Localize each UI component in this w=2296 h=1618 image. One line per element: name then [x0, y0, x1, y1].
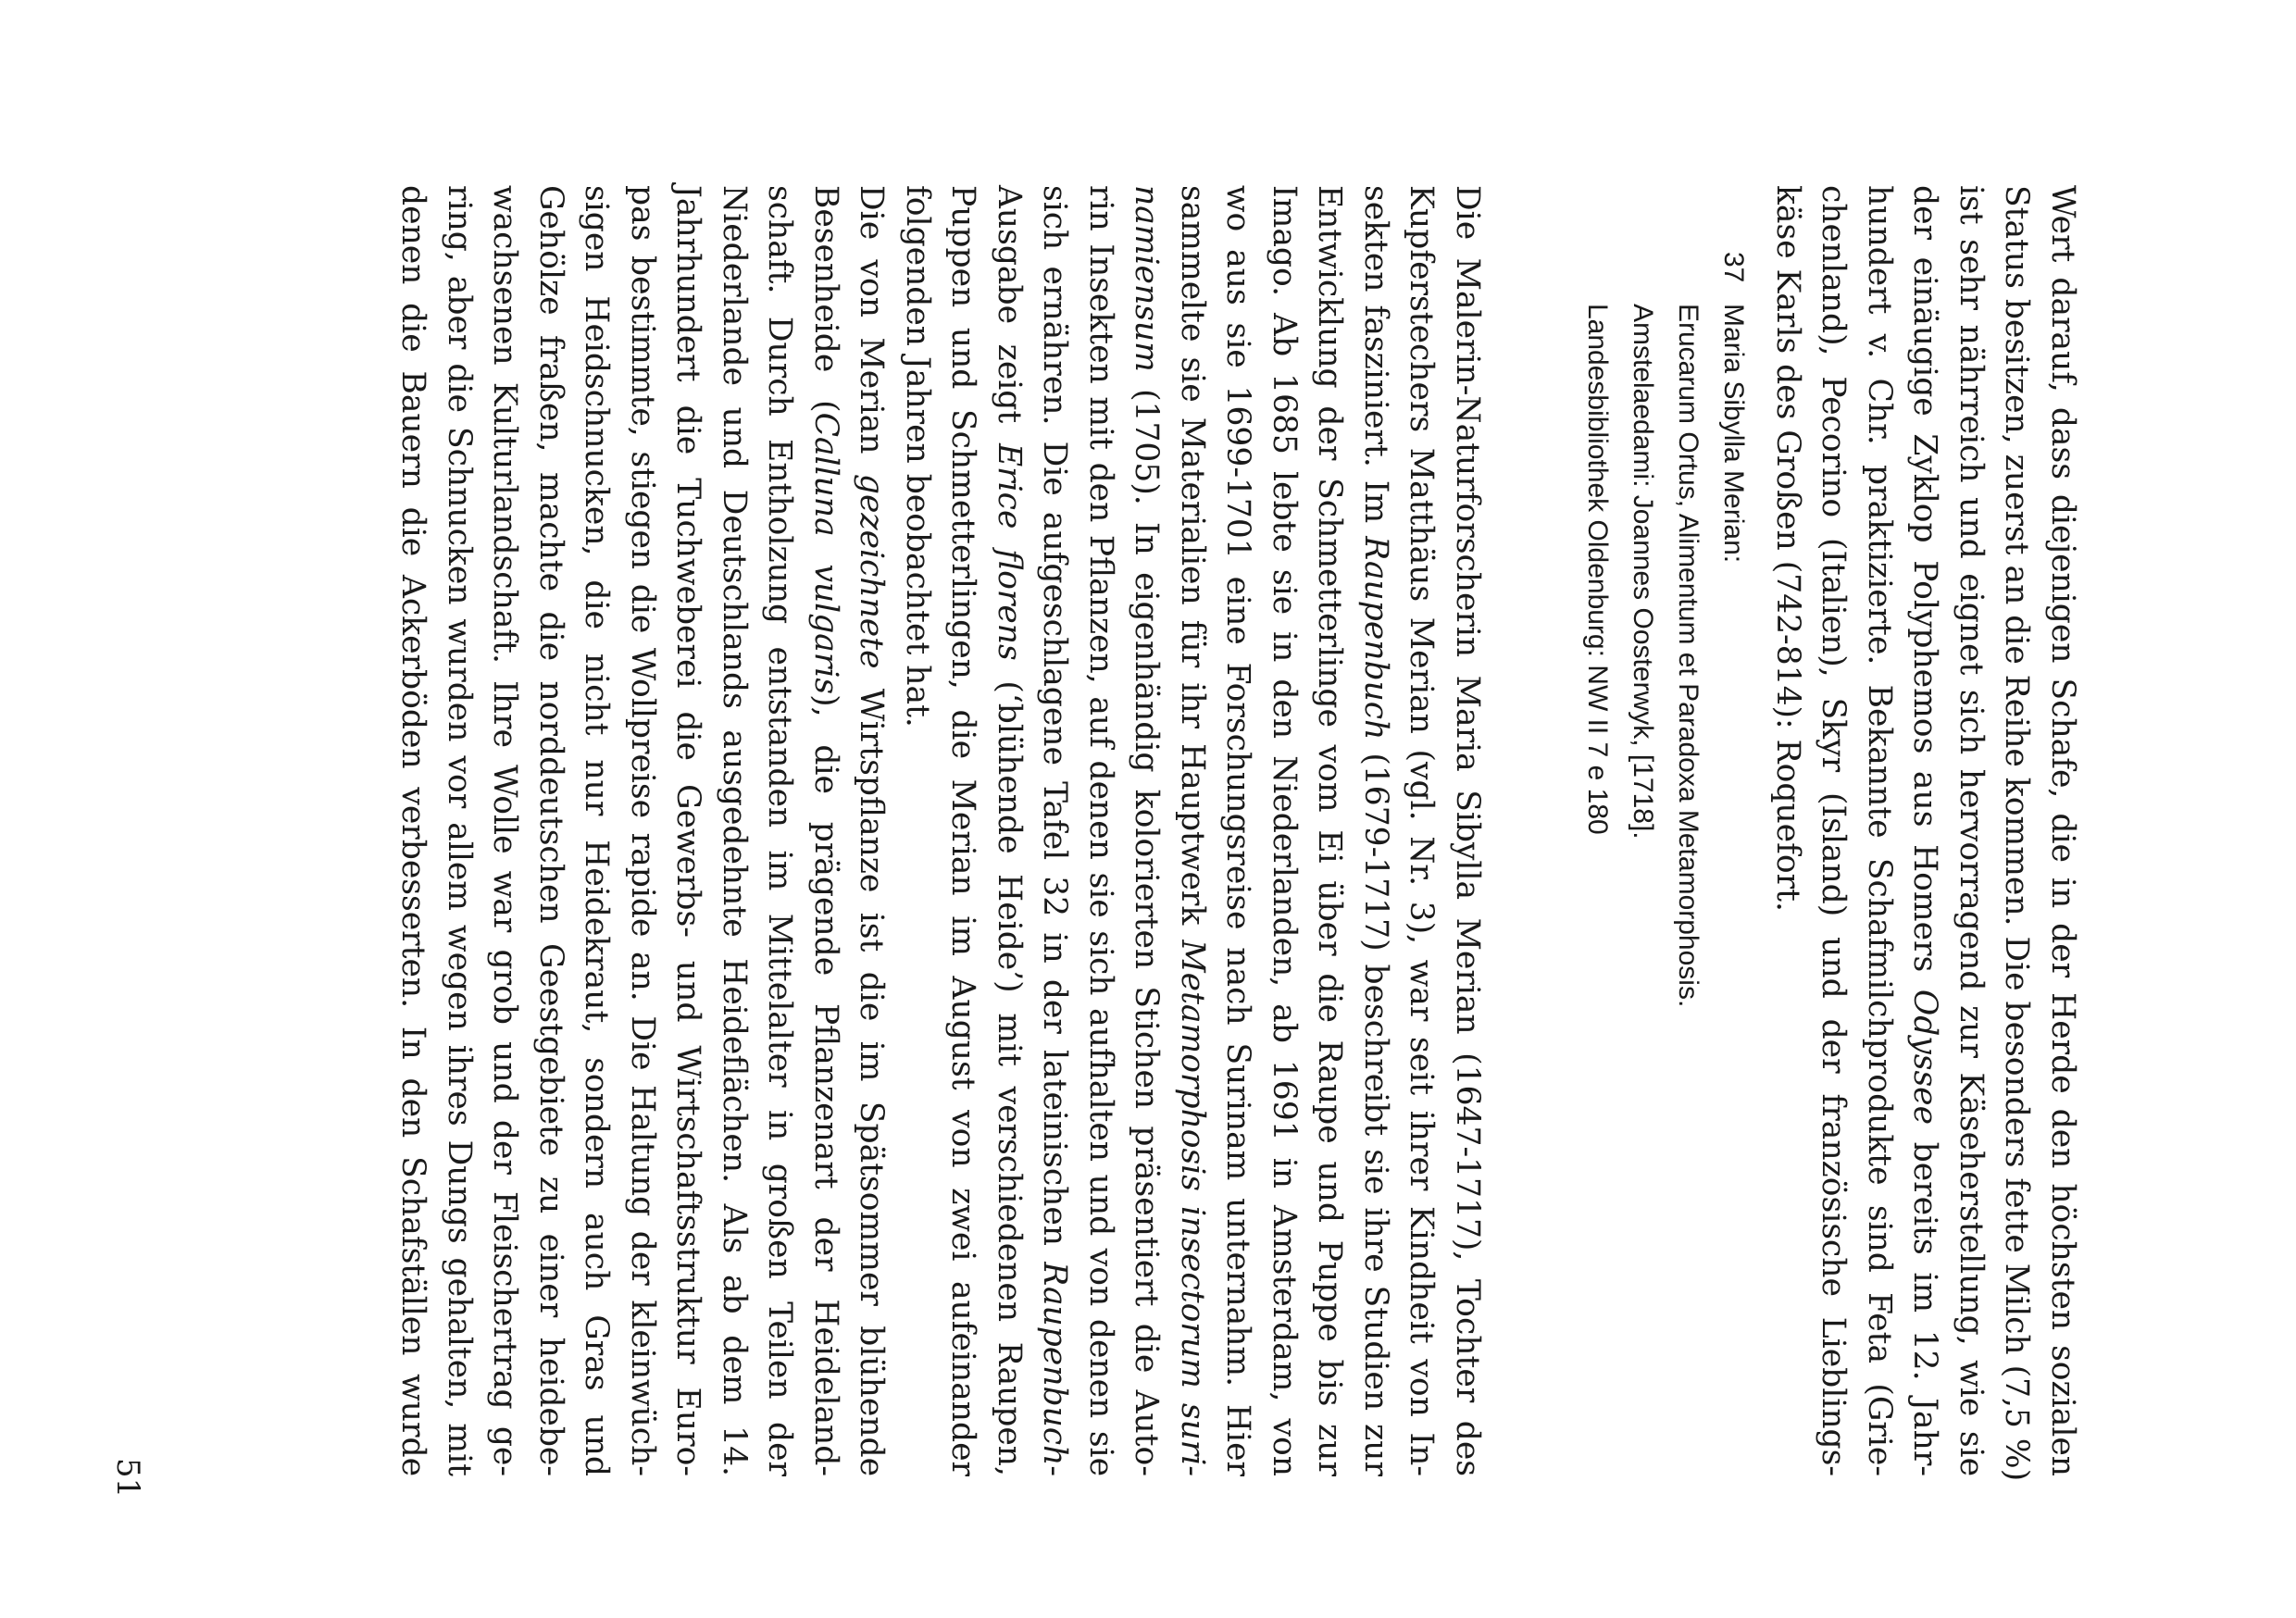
text-line: Kupferstechers Matthäus Merian (vgl. Nr. 3), war seit ihrer Kindheit von In-: [1403, 185, 1441, 1476]
text-line: Niederlande und Deutschlands ausgedehnte Heideflächen. Als ab dem 14.: [716, 185, 753, 1476]
text-line: ring, aber die Schnucken wurden vor allem wegen ihres Dungs gehalten, mit: [441, 185, 478, 1476]
text-line: Jahrhundert die Tuchweberei die Gewerbs- und Wirtschaftsstruktur Euro-: [669, 185, 707, 1476]
text-line: Imago. Ab 1685 lebte sie in den Niederlanden, ab 1691 in Amsterdam, von: [1266, 185, 1303, 1476]
text-line: Besenheide (Calluna vulgaris), die prägende Pflanzenart der Heideland-: [807, 185, 844, 1476]
page-number: 51: [109, 1458, 146, 1499]
plant-name-erice-florens: Erice florens: [991, 442, 1028, 661]
caption-number: 37: [1718, 252, 1749, 283]
caption-imprint: Amstelaedami: Joannes Oosterwyk, [1718].: [1628, 304, 1658, 840]
text-line: sekten fasziniert. Im Raupenbuch (1679-1717) beschreibt sie ihre Studien zur: [1357, 185, 1394, 1476]
text-line: namiensum (1705). In eigenhändig kolorierten Stichen präsentiert die Auto-: [1128, 185, 1166, 1476]
caption-author-line: 37Maria Sibylla Merian:: [1711, 252, 1756, 1363]
caption-holding: Landesbibliothek Oldenburg: NW II 7 e 180: [1582, 304, 1613, 835]
figure-caption: [1575, 252, 1756, 1363]
text-line: Die von Merian gezeichnete Wirtspflanze ist die im Spätsommer blühende: [853, 185, 891, 1476]
text-line: sich ernähren. Die aufgeschlagene Tafel 32 in der lateinischen Raupenbuch-: [1036, 185, 1074, 1476]
text-line: der einäugige Zyklop Polyphemos aus Homers Odyssee bereits im 12. Jahr-: [1906, 185, 1944, 1476]
main-text: [390, 185, 1490, 1476]
intro-paragraph: [1765, 185, 2086, 1482]
text-line: wachsenen Kulturlandschaft. Ihre Wolle war grob und der Fleischertrag ge-: [486, 185, 524, 1476]
text-line: sigen Heidschnucken, die nicht nur Heidekraut, sondern auch Gras und: [578, 185, 616, 1476]
text-line: folgenden Jahren beobachtet hat.: [899, 185, 936, 728]
text-line: denen die Bauern die Ackerböden verbesserten. In den Schafställen wurde: [394, 185, 432, 1476]
text-line: Wert darauf, dass diejenigen Schafe, die in der Herde den höchsten sozialen: [2044, 185, 2081, 1476]
text-line: rin Insekten mit den Pflanzen, auf denen sie sich aufhalten und von denen sie: [1082, 185, 1119, 1476]
work-title-metamorphosis-cont: namiensum: [1128, 185, 1166, 372]
work-title-raupenbuch: Raupenbuch: [1357, 536, 1394, 741]
text-line: käse Karls des Großen (742-814): Roquefort.: [1769, 185, 1806, 912]
text-line: ist sehr nährreich und eignet sich hervorragend zur Käseherstellung, wie sie: [1953, 185, 1990, 1476]
text-line: schaft. Durch Entholzung entstanden im Mittelalter in großen Teilen der: [761, 185, 799, 1476]
plant-name-calluna: Calluna vulgaris: [807, 412, 844, 695]
text-line: Puppen und Schmetterlingen, die Merian im August von zwei aufeinander: [944, 185, 982, 1476]
text-line: Status besitzen, zuerst an die Reihe kommen. Die besonders fette Milch (7,5 %): [1998, 185, 2036, 1482]
text-line: pas bestimmte, stiegen die Wollpreise rapide an. Die Haltung der kleinwüch-: [624, 185, 661, 1476]
caption-title: Erucarum Ortus, Alimentum et Paradoxa Metamorphosis.: [1673, 304, 1703, 1008]
text-line: sammelte sie Materialien für ihr Hauptwerk Metamorphosis insectorum suri-: [1174, 185, 1211, 1476]
work-title-raupenbuch: Raupenbuch: [1036, 1262, 1074, 1466]
text-line: chenland), Pecorino (Italien), Skyr (Island) und der französische Lieblings-: [1815, 185, 1853, 1476]
text-line: Ausgabe zeigt Erice florens (‘blühende Heide’) mit verschiedenen Raupen,: [991, 185, 1028, 1476]
text-line: hundert v. Chr. praktizierte. Bekannte Schafmilchprodukte sind Feta (Grie-: [1861, 185, 1898, 1476]
text-line: Entwicklung der Schmetterlinge vom Ei über die Raupe und Puppe bis zur: [1311, 185, 1349, 1476]
emphasis-gezeichnete: gezeichnete: [853, 473, 891, 669]
work-title-odyssee: Odyssee: [1906, 989, 1944, 1126]
text-line: wo aus sie 1699-1701 eine Forschungsreise nach Surinam unternahm. Hier: [1219, 185, 1257, 1476]
text-line: Die Malerin-Naturforscherin Maria Sibylla Merian (1647-1717), Tochter des: [1449, 185, 1486, 1476]
text-line: Gehölze fraßen, machte die norddeutschen Geestgebiete zu einer heidebe-: [532, 185, 569, 1476]
work-title-metamorphosis: Metamorphosis insectorum suri-: [1174, 940, 1211, 1476]
